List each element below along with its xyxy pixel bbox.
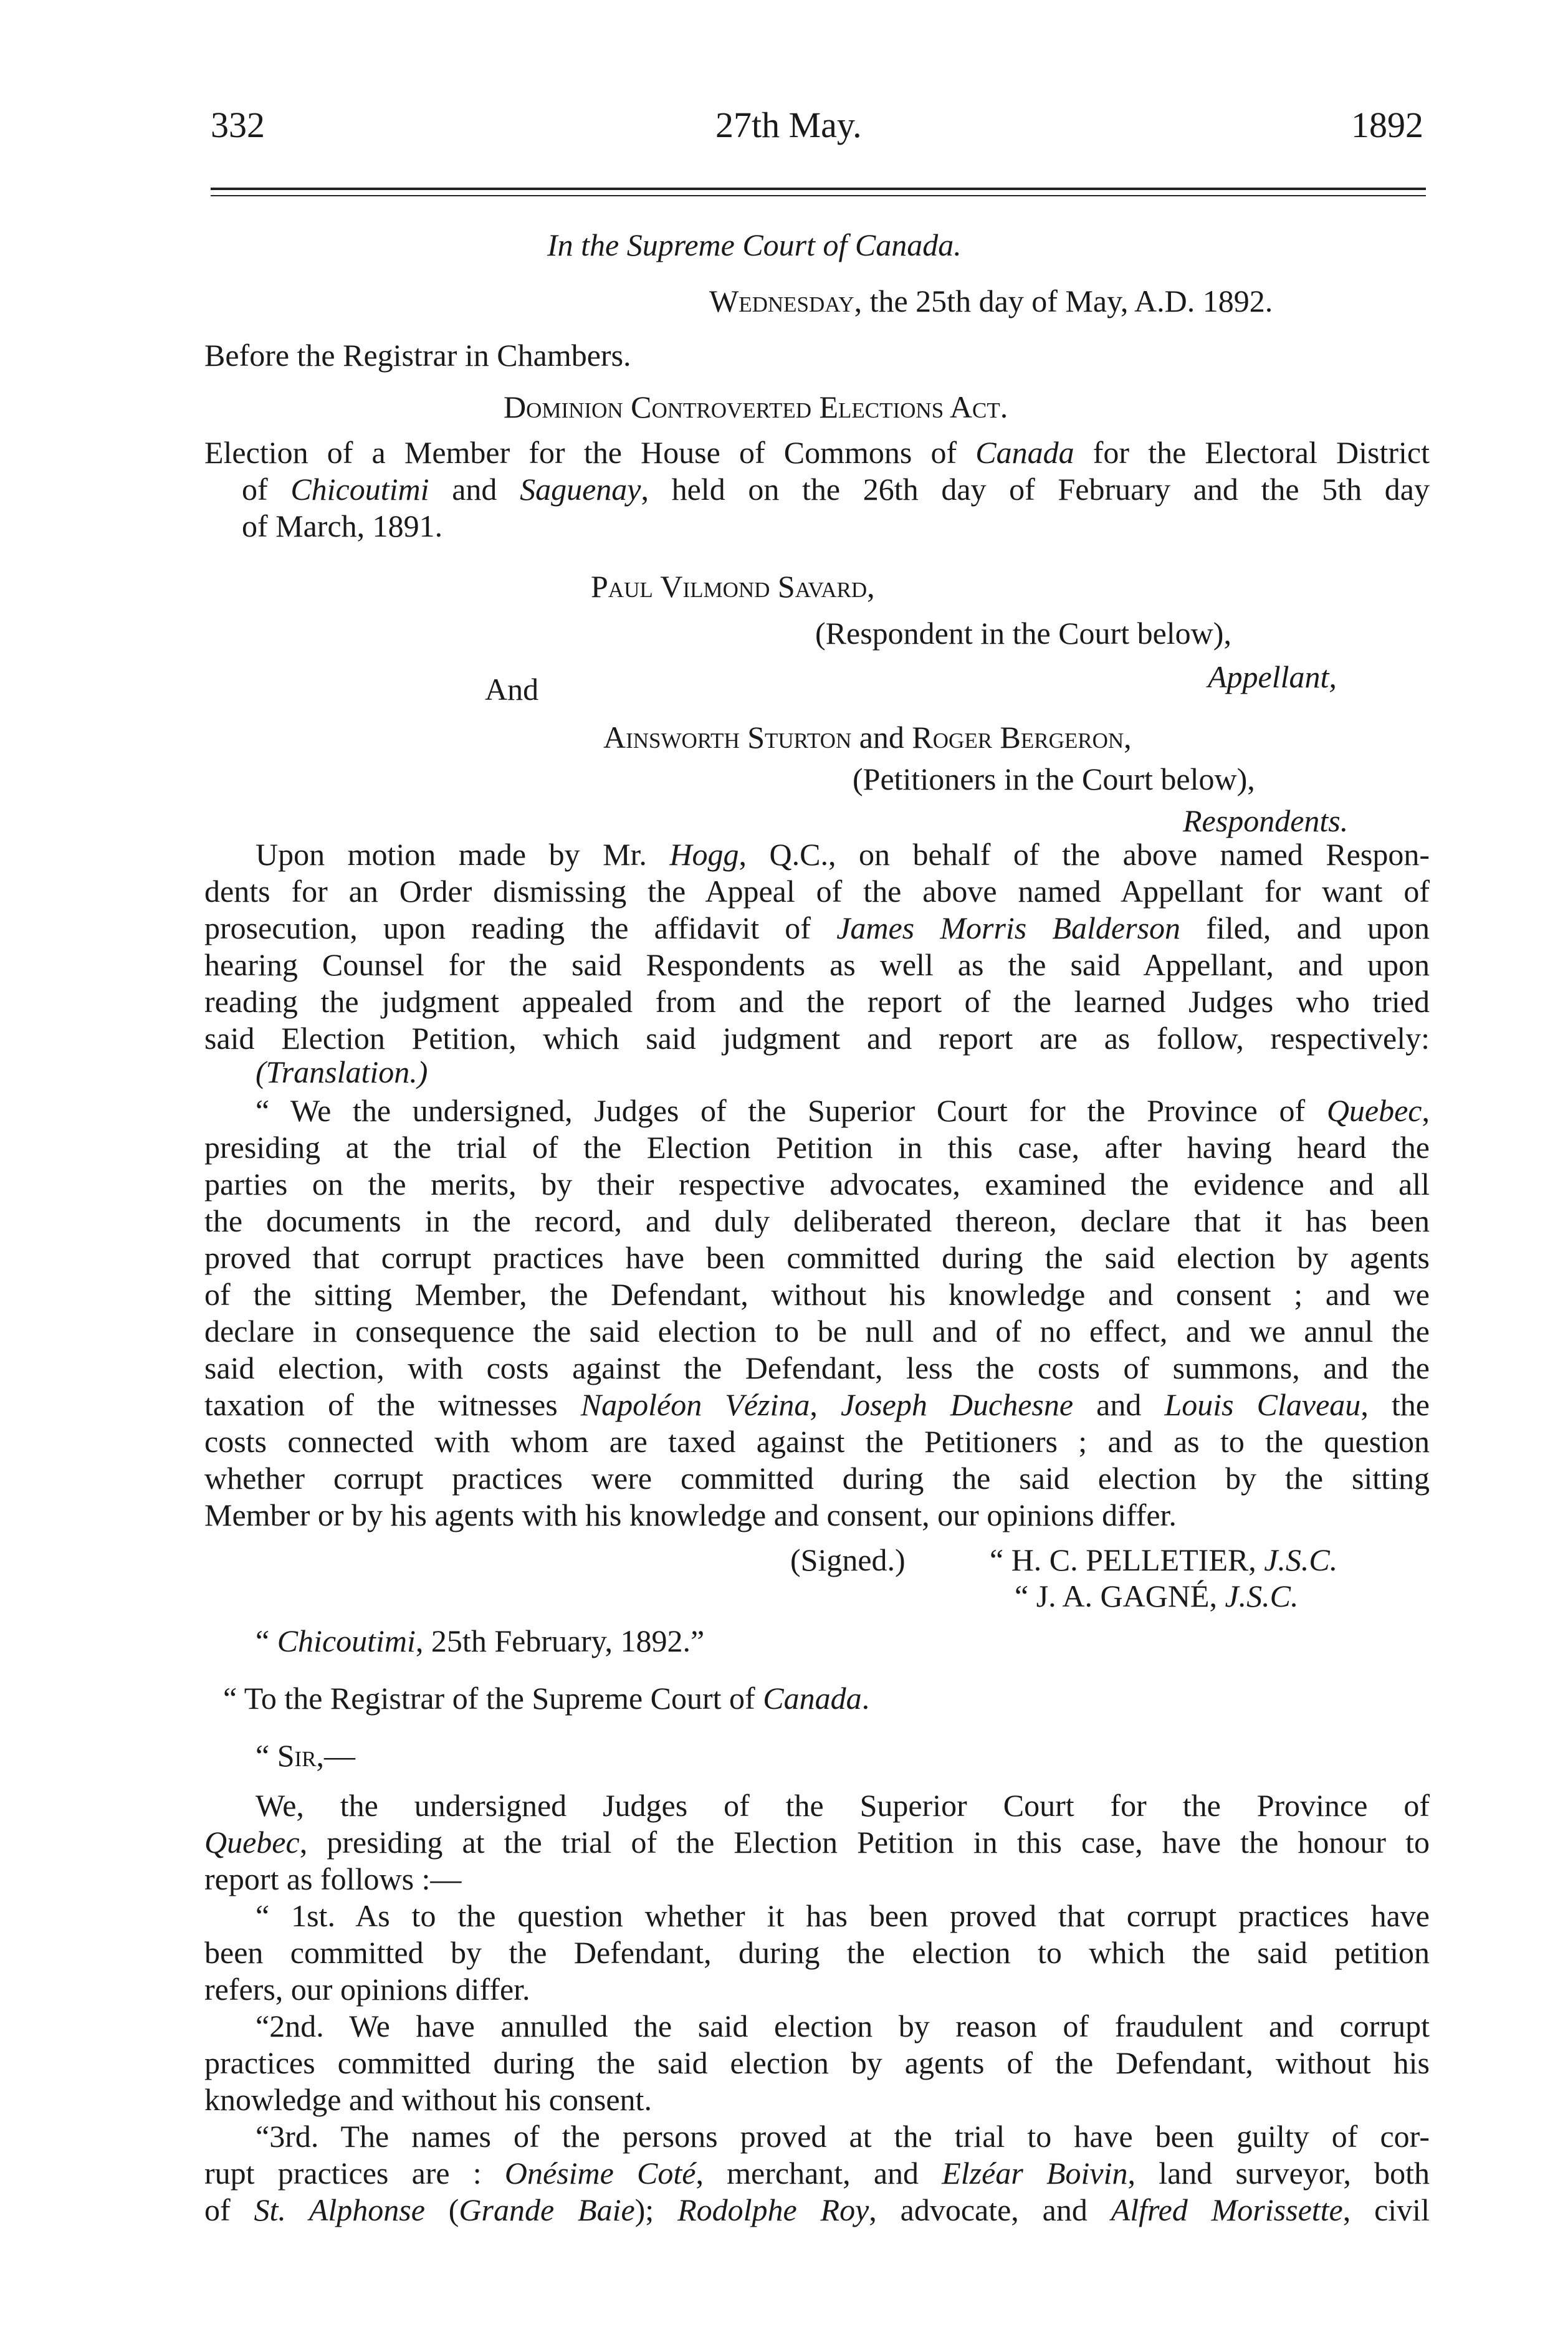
- text-run: “ To the Registrar of the Supreme Court of: [223, 1681, 763, 1716]
- judgment-line: Member or by his agents with his knowledge and consent, our opinions differ.: [204, 1498, 1177, 1532]
- report-paragraph: [204, 1787, 1430, 1898]
- item-line: “ 1st. As to the question whether it has been proved that corrupt practices have: [256, 1898, 1430, 1933]
- item-line: been committed by the Defendant, during the election to which the said petition: [204, 1935, 1430, 1970]
- text-run: filed, and upon: [1180, 910, 1430, 945]
- date-weekday: Wednesday: [709, 284, 854, 318]
- text-run: , 25th February, 1892.”: [415, 1623, 705, 1658]
- text-run: Election of a Member for the House of Commons of: [204, 435, 976, 470]
- text-run: taxation of the witnesses: [204, 1387, 581, 1422]
- item-line: “2nd. We have annulled the said election by reason of fraudulent and corrupt: [256, 2009, 1430, 2043]
- text-run: Hogg: [669, 837, 739, 872]
- item-line: [204, 2155, 1430, 2192]
- text-run: J.S.C.: [1264, 1542, 1338, 1577]
- header-rule-top: [211, 188, 1426, 190]
- report-line: We, the undersigned Judges of the Superior Court for the Province of: [256, 1788, 1430, 1823]
- text-run: Saguenay: [520, 472, 641, 507]
- judgment-line: [204, 1387, 1430, 1423]
- item-line: knowledge and without his consent.: [204, 2082, 652, 2117]
- text-run: Chicoutimi: [290, 472, 429, 507]
- text-run: , the: [1360, 1387, 1430, 1422]
- judgment-line: presiding at the trial of the Election Petition in this case, after having heard the: [204, 1130, 1430, 1165]
- motion-line: said Election Petition, which said judgment and report are as follow, respectively:: [204, 1021, 1430, 1056]
- judgment-line: the documents in the record, and duly deliberated thereon, declare that it has been: [204, 1203, 1430, 1238]
- text-run: Quebec: [204, 1825, 300, 1860]
- judgment-line: declare in consequence the said election to be null and of no effect, and we annul the: [204, 1314, 1430, 1349]
- text-run: ,: [1422, 1093, 1430, 1128]
- text-run: ,: [810, 1387, 841, 1422]
- text-run: “ We the undersigned, Judges of the Superior Court for the Province of: [256, 1093, 1327, 1128]
- signed-label: (Signed.): [790, 1542, 906, 1577]
- text-run: St. Alphonse: [254, 2192, 425, 2227]
- court-title: In the Supreme Court of Canada.: [547, 227, 962, 262]
- date-line: [709, 285, 1273, 317]
- header-date: 27th May.: [715, 105, 862, 145]
- judgment-paragraph: [204, 1092, 1430, 1534]
- text-run: Louis Claveau: [1164, 1387, 1361, 1422]
- text-run: Napoléon Vézina: [580, 1387, 810, 1422]
- item-line: “3rd. The names of the persons proved at the trial to have been guilty of cor-: [256, 2119, 1430, 2154]
- act-title: Dominion Controverted Elections Act.: [504, 389, 1008, 424]
- text-run: Rodolphe Roy: [677, 2192, 869, 2227]
- and-label: And: [485, 672, 539, 707]
- text-run: , presiding at the trial of the Election Petition in this case, have the honour to: [299, 1825, 1430, 1860]
- translation-label: (Translation.): [256, 1054, 428, 1089]
- signature-pelletier: [990, 1544, 1337, 1575]
- report-item-2: [204, 2008, 1430, 2118]
- respondents-role: (Petitioners in the Court below),: [853, 762, 1255, 796]
- election-intro: [204, 434, 1430, 545]
- respondents-and: and: [851, 720, 912, 755]
- text-run: Grande Baie: [459, 2192, 635, 2227]
- item-line: practices committed during the said election by agents of the Defendant, without his: [204, 2045, 1430, 2080]
- text-run: Elzéar Boivin: [942, 2156, 1128, 2191]
- report-item-3: [204, 2118, 1430, 2229]
- judgment-line: proved that corrupt practices have been committed during the said election by agents: [204, 1240, 1430, 1275]
- judgment-line: whether corrupt practices were committed during the said election by the sitting: [204, 1461, 1430, 1496]
- text-run: Onésime Coté: [504, 2156, 696, 2191]
- text-run: Joseph Duchesne: [840, 1387, 1074, 1422]
- text-run: “: [256, 1623, 277, 1658]
- appellant-name: Paul Vilmond Savard,: [591, 569, 875, 604]
- text-run: rupt practices are :: [204, 2156, 505, 2191]
- judgment-line: costs connected with whom are taxed against the Petitioners ; and as to the question: [204, 1424, 1430, 1459]
- judgment-line: parties on the merits, by their respective advocates, examined the evidence and all: [204, 1167, 1430, 1202]
- text-run: (: [424, 2192, 459, 2227]
- item-line: refers, our opinions differ.: [204, 1972, 530, 2007]
- text-run: , held on the 26th day of February and the 5th day: [641, 472, 1430, 507]
- text-run: , civil: [1342, 2192, 1430, 2227]
- judgment-line: of the sitting Member, the Defendant, without his knowledge and consent ; and we: [204, 1277, 1430, 1312]
- text-run: and: [429, 472, 520, 507]
- text-run: , Q.C., on behalf of the above named Respon-: [739, 837, 1430, 872]
- motion-line: dents for an Order dismissing the Appeal of the above named Appellant for want of: [204, 874, 1430, 909]
- text-run: and: [1073, 1387, 1165, 1422]
- page-number: 332: [211, 105, 265, 145]
- item-line: [204, 2192, 1430, 2229]
- place-date: [256, 1625, 704, 1656]
- text-run: James Morris Balderson: [836, 910, 1181, 945]
- text-run: Canada: [975, 435, 1074, 470]
- motion-line: [204, 910, 1430, 947]
- report-item-1: [204, 1898, 1430, 2008]
- header-year: 1892: [1351, 105, 1423, 145]
- respondent-b: Roger Bergeron,: [912, 720, 1132, 755]
- motion-line: hearing Counsel for the said Respondents as well as the said Appellant, and upon: [204, 947, 1430, 982]
- judgment-line: [204, 1092, 1430, 1129]
- election-intro-line: [204, 434, 1430, 471]
- text-run: Alfred Morissette: [1111, 2192, 1343, 2227]
- text-run: Quebec: [1326, 1093, 1422, 1128]
- text-run: “ J. A. GAGNÉ,: [1015, 1579, 1225, 1613]
- text-run: “ H. C. PELLETIER,: [990, 1542, 1264, 1577]
- text-run: );: [634, 2192, 678, 2227]
- election-intro-line: of March, 1891.: [242, 509, 443, 543]
- date-rest: , the 25th day of May, A.D. 1892.: [854, 284, 1273, 318]
- report-line: report as follows :—: [204, 1861, 462, 1896]
- text-run: of: [204, 2192, 254, 2227]
- salutation: “ Sir,—: [256, 1738, 355, 1773]
- text-run: , merchant, and: [696, 2156, 942, 2191]
- text-run: of: [242, 472, 291, 507]
- respondent-a: Ainsworth Sturton: [603, 720, 852, 755]
- report-line: [204, 1824, 1430, 1861]
- header-rule-bottom: [211, 195, 1426, 196]
- text-run: Chicoutimi: [277, 1623, 416, 1658]
- motion-paragraph: [204, 836, 1430, 1057]
- respondents-names: [603, 722, 1132, 753]
- text-run: Canada: [763, 1681, 862, 1716]
- appellant-label: Appellant,: [1208, 659, 1337, 694]
- signature-gagne: [1015, 1580, 1299, 1612]
- to-registrar: [223, 1683, 869, 1714]
- election-intro-line: [204, 471, 1430, 508]
- text-run: .: [861, 1681, 870, 1716]
- before-line: Before the Registrar in Chambers.: [204, 338, 631, 373]
- text-run: , land surveyor, both: [1127, 2156, 1430, 2191]
- respondents-label: Respondents.: [1183, 803, 1349, 838]
- judgment-line: said election, with costs against the Defendant, less the costs of summons, and the: [204, 1350, 1430, 1385]
- text-run: Upon motion made by Mr.: [256, 837, 670, 872]
- text-run: J.S.C.: [1225, 1579, 1299, 1613]
- text-run: , advocate, and: [869, 2192, 1111, 2227]
- appellant-role: (Respondent in the Court below),: [815, 616, 1231, 651]
- text-run: for the Electoral District: [1074, 435, 1430, 470]
- motion-line: [204, 836, 1430, 873]
- motion-line: reading the judgment appealed from and the report of the learned Judges who tried: [204, 984, 1430, 1019]
- text-run: prosecution, upon reading the affidavit of: [204, 910, 837, 945]
